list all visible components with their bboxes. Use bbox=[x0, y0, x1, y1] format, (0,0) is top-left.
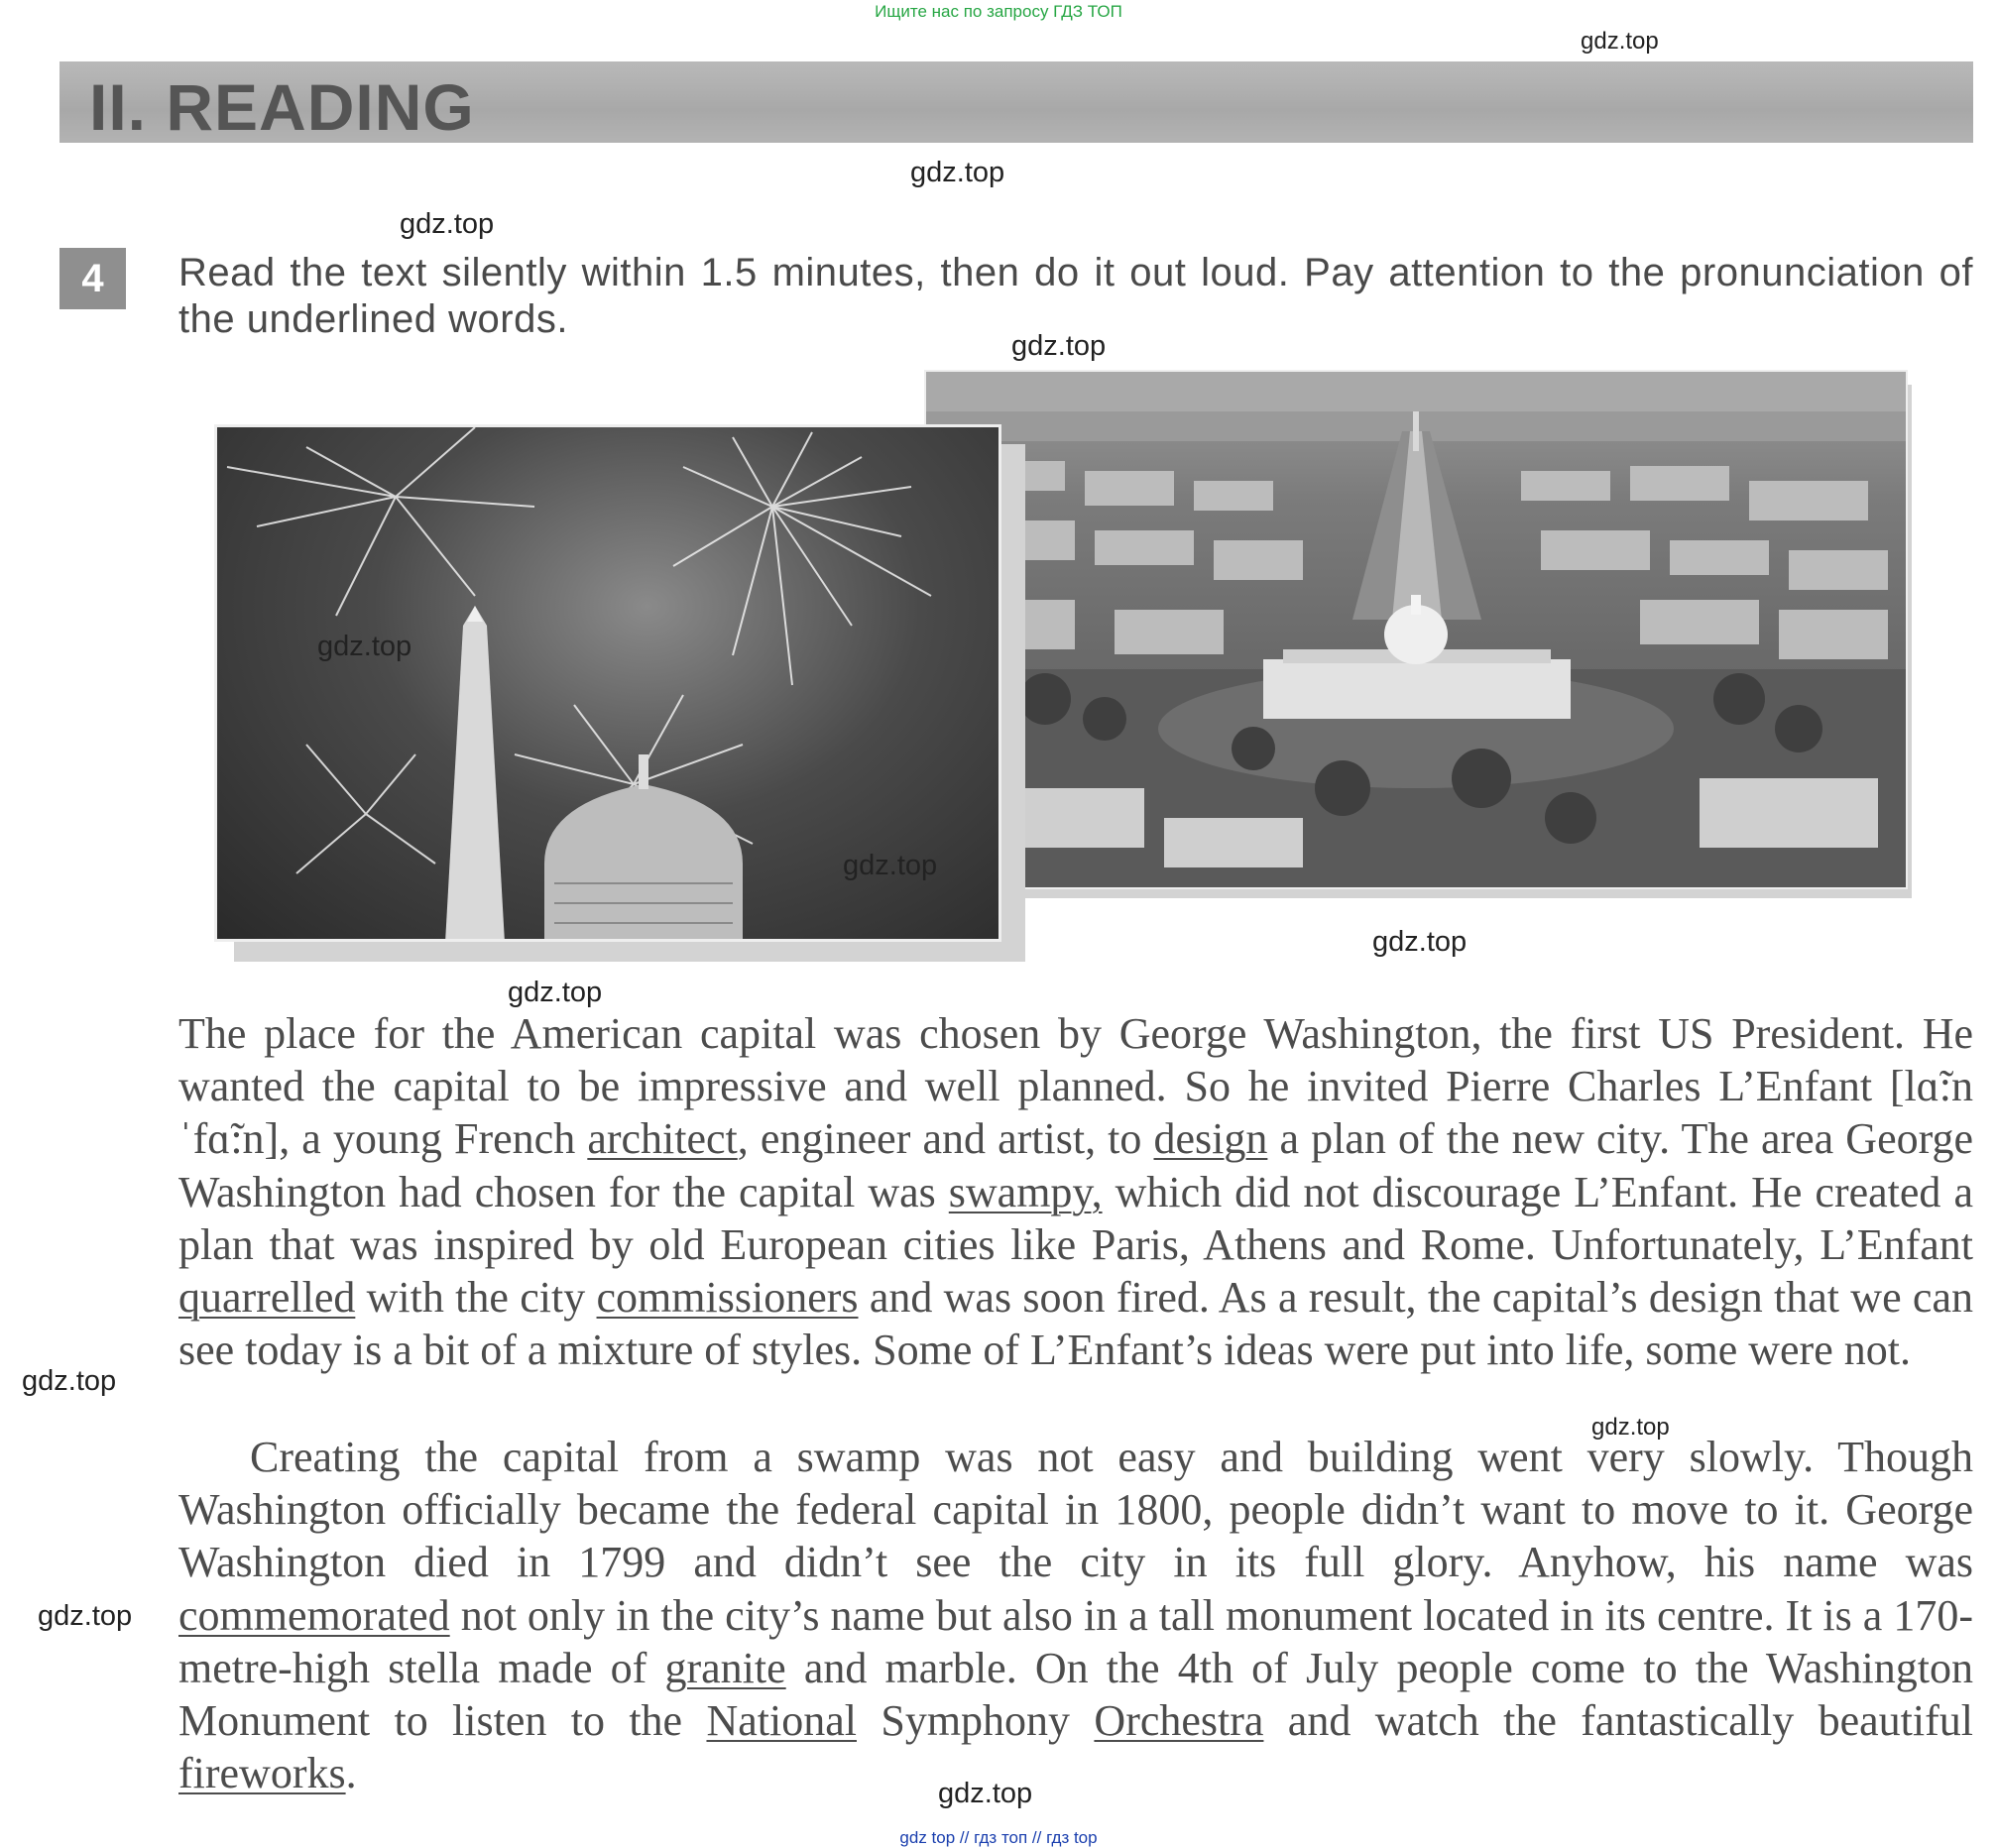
text-run: , engineer and artist, to bbox=[737, 1114, 1154, 1164]
watermark: gdz.top bbox=[317, 631, 412, 662]
underlined-word: fireworks bbox=[178, 1749, 346, 1798]
underlined-word: National bbox=[706, 1696, 857, 1746]
underlined-word: quarrelled bbox=[178, 1273, 356, 1323]
footer-links[interactable]: gdz top // гдз топ // гдз top bbox=[899, 1828, 1098, 1847]
text-run: with the city bbox=[355, 1273, 597, 1323]
section-title: II. READING bbox=[89, 70, 475, 144]
underlined-word: Orchestra bbox=[1094, 1696, 1264, 1746]
text-run: and watch the fantastically beautiful bbox=[1263, 1696, 1974, 1746]
watermark: gdz.top bbox=[843, 850, 938, 881]
reading-text-paragraph-1 bbox=[178, 1007, 1973, 1376]
text-run: Symphony bbox=[856, 1696, 1095, 1746]
aerial-capital-illustration bbox=[926, 372, 1906, 887]
text-run: not only in the city’s name but also in a tall monument located in its centre. It is a 170-metre-high stella made of bbox=[178, 1590, 1973, 1692]
reading-text-paragraph-2 bbox=[178, 1431, 1973, 1799]
aerial-capital-photo bbox=[924, 370, 1908, 889]
underlined-word: commemorated bbox=[178, 1590, 450, 1640]
top-banner[interactable]: Ищите нас по запросу ГДЗ ТОП bbox=[875, 2, 1122, 21]
watermark: gdz.top bbox=[508, 977, 603, 1008]
underlined-word: design bbox=[1153, 1114, 1268, 1164]
underlined-word: granite bbox=[664, 1643, 786, 1692]
watermark: gdz.top bbox=[1581, 28, 1659, 55]
text-run: The place for the American capital was chosen by George Washington, the first US President. He wanted the capital to be impressive and well planned. So he invited Pierre Charles L’Enfant [lɑ̃:nˈfɑ̃:n], a young French bbox=[178, 1009, 1973, 1164]
text-run: . bbox=[345, 1749, 357, 1798]
watermark: gdz.top bbox=[1011, 330, 1107, 362]
text-run: and was soon fired. As a result, the capital’s design that we can see today is a bit of a mixture of styles. Some of L’Enfant’s ideas were put into life, some were not. bbox=[178, 1273, 1973, 1375]
watermark: gdz.top bbox=[1591, 1414, 1670, 1441]
text-run: Creating the capital from a swamp was not easy and building went very slowly. Though Washington officially became the federal capital in 1800, people didn’t want to move to it. George Washington died in 1799 and didn’t see the city in its full glory. Anyhow, his name was bbox=[178, 1433, 1973, 1587]
watermark: gdz.top bbox=[1372, 926, 1468, 958]
underlined-word: swampy, bbox=[948, 1167, 1103, 1216]
watermark: gdz.top bbox=[938, 1778, 1033, 1809]
watermark: gdz.top bbox=[910, 157, 1005, 188]
text-run: a plan of the new city. The area George Washington had chosen for the capital was bbox=[178, 1114, 1973, 1216]
underlined-word: architect bbox=[587, 1114, 738, 1164]
exercise-number-badge: 4 bbox=[59, 248, 126, 309]
watermark: gdz.top bbox=[38, 1600, 133, 1632]
text-run: and marble. On the 4th of July people come to the Washington Monument to listen to the bbox=[178, 1643, 1973, 1746]
text-run: which did not discourage L’Enfant. He created a plan that was inspired by old European cities like Paris, Athens and Rome. Unfortunately, L’Enfant bbox=[178, 1167, 1973, 1269]
watermark: gdz.top bbox=[22, 1365, 117, 1397]
exercise-instruction: Read the text silently within 1.5 minutes, then do it out loud. Pay attention to the pronunciation of the underlined words. bbox=[178, 251, 1973, 341]
watermark: gdz.top bbox=[400, 208, 495, 240]
underlined-word: commissioners bbox=[596, 1273, 859, 1323]
